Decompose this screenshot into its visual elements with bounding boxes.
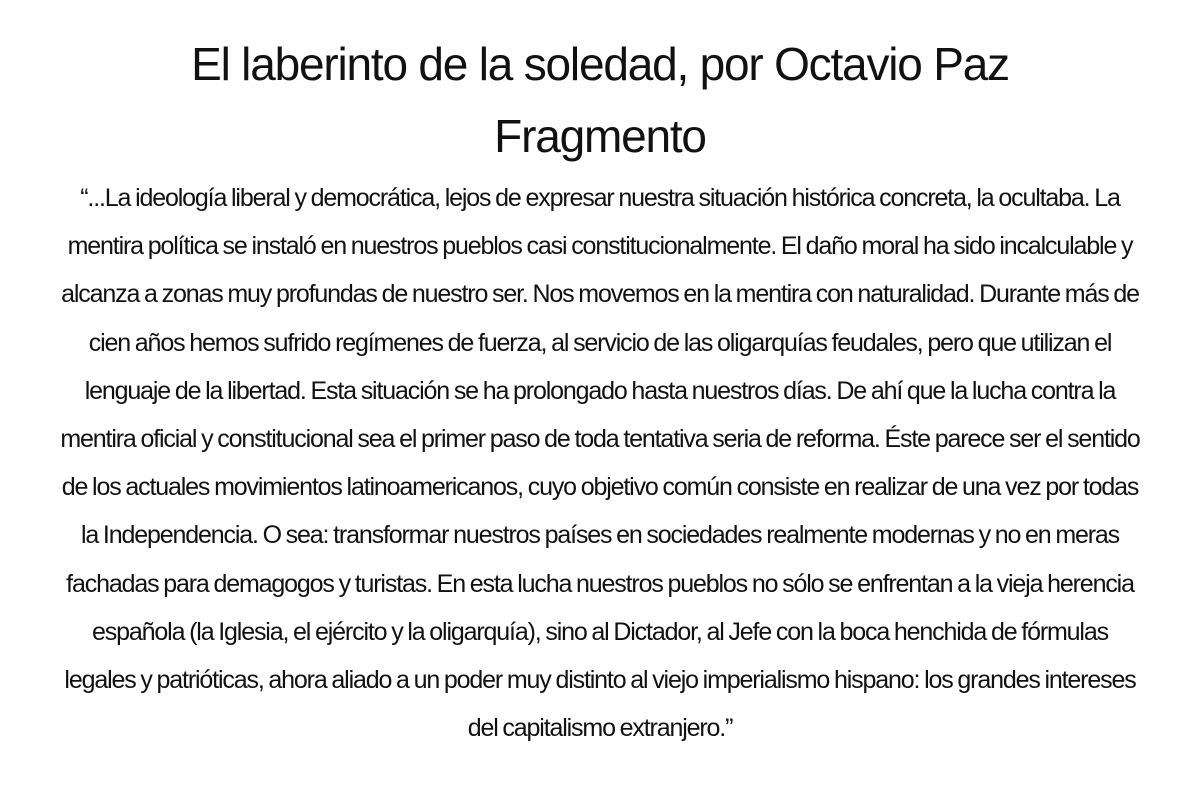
document-title: El laberinto de la soledad, por Octavio Paz <box>191 38 1009 90</box>
quote-paragraph: “...La ideología liberal y democrática, lejos de expresar nuestra situación histórica concreta, la ocultaba. La mentira política se instaló en nuestros pueblos casi constitucionalmente. El daño moral ha sido incalculable y alcanza a zonas muy profundas de nuestro ser. Nos movemos en la mentira con naturalidad. Durante más de cien años hemos sufrido regímenes de fuerza, al servicio de las oligarquías feudales, pero que utilizan el lenguaje de la libertad. Esta situación se ha prolongado hasta nuestros días. De ahí que la lucha contra la mentira oficial y constitucional sea el primer paso de toda tentativa seria de reforma. Éste parece ser el sentido de los actuales movimientos latinoamericanos, cuyo objetivo común consiste en realizar de una vez por todas la Independencia. O sea: transformar nuestros países en sociedades realmente modernas y no en meras fachadas para demagogos y turistas. En esta lucha nuestros pueblos no sólo se enfrentan a la vieja herencia española (la Iglesia, el ejército y la oligarquía), sino al Dictador, al Jefe con la boca henchida de fórmulas legales y patrióticas, ahora aliado a un poder muy distinto al viejo imperialismo hispano: los grandes intereses del capitalismo extranjero.” <box>60 184 1140 743</box>
document-subtitle: Fragmento <box>494 110 706 162</box>
